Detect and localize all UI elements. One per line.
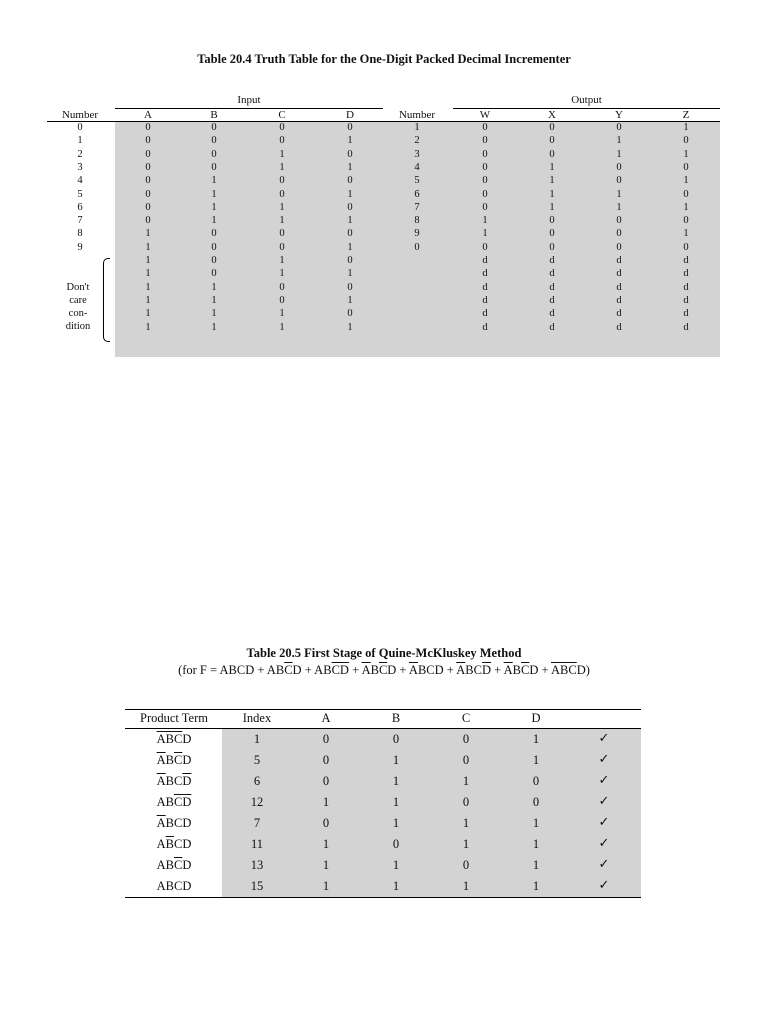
complemented-literal: $\overline{B}$ — [165, 837, 174, 851]
table1-col-header-w: W — [479, 109, 491, 121]
table1-cell-c: 0 — [279, 135, 285, 147]
table1-cell-b: 1 — [211, 201, 217, 213]
table1-cell-x: d — [549, 268, 555, 280]
table1-cell-a: 0 — [145, 135, 151, 147]
complemented-literal: $\overline{C}$ — [174, 753, 183, 767]
table1-cell-c: 0 — [279, 241, 285, 253]
table1-cell-y: d — [616, 281, 622, 293]
table1-cell-y: 0 — [616, 161, 622, 173]
literal: ABCD — [156, 879, 192, 893]
table2-cell-product-term — [129, 815, 219, 831]
table1-cell-z: 0 — [683, 135, 689, 147]
table2-cell-c: 0 — [462, 795, 470, 809]
table1-cell-d: 0 — [347, 148, 353, 160]
table2-cell-a: 1 — [322, 879, 330, 893]
table1-cell-c: 1 — [279, 161, 285, 173]
table1-cell-w: 0 — [482, 135, 488, 147]
table2-header-rule — [125, 728, 641, 729]
table1-cell-number-out: 3 — [414, 148, 420, 160]
table2-cell-c: 1 — [462, 837, 470, 851]
table1-cell-y: d — [616, 308, 622, 320]
table1-cell-a: 1 — [145, 281, 151, 293]
complemented-literal: $\overline{C}$ — [568, 663, 577, 677]
table2-cell-check: ✓ — [598, 878, 610, 893]
table1-cell-y: 0 — [616, 228, 622, 240]
table1-col-header-c: C — [278, 109, 286, 121]
table1-cell-b: 1 — [211, 281, 217, 293]
table1-cell-number-in: 2 — [77, 148, 83, 160]
table1-cell-a: 0 — [145, 215, 151, 227]
table1-dont-care-label-1: Don't — [66, 282, 90, 293]
table1-cell-c: 1 — [279, 201, 285, 213]
table1-cell-z: 1 — [683, 201, 689, 213]
table2-cell-a: 0 — [322, 774, 330, 788]
table2-cell-b: 0 — [392, 732, 400, 746]
literal: B — [370, 663, 379, 677]
table2-cell-b: 1 — [392, 816, 400, 830]
table2-cell-a: 0 — [322, 816, 330, 830]
table1-cell-d: 0 — [347, 228, 353, 240]
table1-cell-z: d — [683, 255, 689, 266]
table1-cell-d: 0 — [347, 201, 353, 213]
table1-cell-number-out: 2 — [414, 135, 420, 147]
complemented-literal: $\overline{A}$ — [156, 816, 166, 830]
table1-cell-d: 1 — [347, 294, 353, 306]
table1-cell-d: 1 — [347, 188, 353, 200]
table1-cell-number-out: 7 — [414, 201, 420, 213]
literal: D) — [576, 663, 590, 677]
table2-cell-d: 1 — [532, 753, 540, 767]
table1-cell-d: 0 — [347, 308, 353, 320]
table2-cell-product-term — [129, 794, 219, 810]
table1-cell-number-out: 5 — [414, 175, 420, 187]
table1-cell-d: 0 — [347, 122, 353, 133]
table1-cell-d: 1 — [347, 215, 353, 227]
literal: (for F = ABCD + AB — [178, 663, 285, 677]
table1-cell-w: d — [482, 321, 488, 333]
table2-cell-check: ✓ — [598, 773, 610, 788]
table2-cell-b: 1 — [392, 879, 400, 893]
table1-cell-w: d — [482, 268, 488, 280]
table1-cell-y: d — [616, 255, 622, 266]
table2-cell-check: ✓ — [598, 836, 610, 851]
table1-cell-c: 0 — [279, 294, 285, 306]
table1-cell-y: 1 — [616, 201, 622, 213]
literal: D — [182, 858, 192, 872]
table1-cell-b: 0 — [211, 241, 217, 253]
table1-cell-a: 1 — [145, 294, 151, 306]
literal: BCD — [165, 816, 192, 830]
table2-cell-product-term — [129, 773, 219, 789]
table1-cell-number-out: 9 — [414, 228, 420, 240]
table2-cell-a: 1 — [322, 795, 330, 809]
table1-cell-number-in: 0 — [77, 122, 83, 133]
table2-cell-c: 1 — [462, 816, 470, 830]
table1-cell-number-in: 6 — [77, 201, 83, 213]
table1-cell-x: 0 — [549, 122, 555, 133]
literal: BCD + — [417, 663, 457, 677]
table2-cell-d: 1 — [532, 858, 540, 872]
table2-caption: Table 20.5 First Stage of Quine-McKluskey Method — [246, 646, 522, 660]
literal: B — [512, 663, 522, 677]
table2-cell-check: ✓ — [598, 752, 610, 767]
table1-cell-y: 1 — [616, 188, 622, 200]
table1-cell-number-in: 9 — [77, 241, 83, 253]
table1-cell-b: 1 — [211, 215, 217, 227]
table1-cell-w: 0 — [482, 241, 488, 253]
table2-cell-index: 1 — [253, 732, 261, 746]
table1-cell-c: 1 — [279, 255, 285, 266]
table1-cell-b: 0 — [211, 122, 217, 133]
complemented-literal: $\overline{A}$ — [361, 663, 371, 677]
table2-cell-check: ✓ — [598, 857, 610, 872]
table1-cell-x: 0 — [549, 215, 555, 227]
table1-cell-a: 0 — [145, 148, 151, 160]
table1-cell-c: 1 — [279, 321, 285, 333]
table1-cell-z: d — [683, 321, 689, 333]
table2-cell-index: 7 — [253, 816, 261, 830]
table2-cell-check: ✓ — [598, 815, 610, 830]
literal: D + — [529, 663, 551, 677]
table1-col-header-d: D — [346, 109, 354, 121]
table1-cell-d: 0 — [347, 281, 353, 293]
table1-cell-number-in: 5 — [77, 188, 83, 200]
table1-cell-z: 1 — [683, 148, 689, 160]
table1-dont-care-label-3: con- — [68, 308, 88, 319]
table1-cell-c: 0 — [279, 228, 285, 240]
table1-cell-number-in: 1 — [77, 135, 83, 147]
table2-cell-a: 0 — [322, 732, 330, 746]
table1-cell-a: 1 — [145, 255, 151, 266]
table1-cell-x: d — [549, 255, 555, 266]
table1-cell-a: 1 — [145, 268, 151, 280]
table2-cell-d: 1 — [532, 816, 540, 830]
table2-cell-d: 1 — [532, 837, 540, 851]
table1-cell-c: 0 — [279, 175, 285, 187]
table1-cell-x: 0 — [549, 148, 555, 160]
table1-cell-a: 1 — [145, 308, 151, 320]
table1-cell-x: 0 — [549, 241, 555, 253]
literal: BC — [465, 663, 482, 677]
table2-cell-c: 1 — [462, 879, 470, 893]
table1-cell-w: 1 — [482, 215, 488, 227]
complemented-literal: $\overline{C}$ — [174, 732, 183, 746]
table1-col-header-number-in: Number — [61, 109, 99, 121]
table2-cell-a: 1 — [322, 858, 330, 872]
table1-cell-w: d — [482, 255, 488, 266]
complemented-literal: $\overline{A}$ — [456, 663, 466, 677]
table1-cell-a: 1 — [145, 241, 151, 253]
table1-cell-y: d — [616, 268, 622, 280]
table2-col-header-c: C — [461, 711, 471, 725]
complemented-literal: $\overline{C}$ — [284, 663, 293, 677]
table1-cell-x: 0 — [549, 135, 555, 147]
table1-cell-a: 0 — [145, 201, 151, 213]
table2-cell-index: 13 — [250, 858, 264, 872]
table2-cell-product-term — [129, 857, 219, 873]
table1-cell-a: 0 — [145, 175, 151, 187]
table1-cell-y: 0 — [616, 122, 622, 133]
literal: D — [182, 753, 192, 767]
table1-cell-d: 0 — [347, 255, 353, 266]
table1-cell-number-in: 3 — [77, 161, 83, 173]
table2-cell-a: 0 — [322, 753, 330, 767]
table1-cell-b: 0 — [211, 135, 217, 147]
table1-cell-w: 0 — [482, 148, 488, 160]
table2-cell-d: 1 — [532, 732, 540, 746]
table1-cell-b: 1 — [211, 188, 217, 200]
table1-cell-d: 1 — [347, 135, 353, 147]
table1-cell-z: 1 — [683, 122, 689, 133]
literal: + — [491, 663, 504, 677]
table2-cell-index: 15 — [250, 879, 264, 893]
table1-cell-x: 1 — [549, 175, 555, 187]
table2-cell-d: 0 — [532, 795, 540, 809]
literal: B — [165, 753, 174, 767]
table2-cell-product-term — [129, 731, 219, 747]
table1-col-header-number-out: Number — [398, 109, 436, 121]
table2-cell-b: 1 — [392, 774, 400, 788]
complemented-literal: $\overline{AB}$ — [156, 732, 174, 746]
table1-cell-x: 1 — [549, 201, 555, 213]
table1-cell-c: 1 — [279, 308, 285, 320]
table2-cell-product-term — [129, 878, 219, 894]
table1-cell-c: 0 — [279, 188, 285, 200]
table1-cell-d: 1 — [347, 268, 353, 280]
table1-cell-d: 1 — [347, 241, 353, 253]
table1-cell-b: 0 — [211, 228, 217, 240]
table1-cell-z: d — [683, 294, 689, 306]
complemented-literal: $\overline{A}$ — [156, 774, 166, 788]
literal: AB — [156, 858, 174, 872]
table2-subcaption — [0, 663, 768, 678]
table1-col-header-z: Z — [682, 109, 690, 121]
table1-cell-w: 0 — [482, 161, 488, 173]
table1-cell-x: d — [549, 281, 555, 293]
complemented-literal: $\overline{A}$ — [503, 663, 513, 677]
table1-cell-w: d — [482, 308, 488, 320]
table1-cell-x: 1 — [549, 188, 555, 200]
table1-cell-z: 1 — [683, 175, 689, 187]
table1-cell-c: 1 — [279, 148, 285, 160]
table1-cell-z: 0 — [683, 188, 689, 200]
table1-cell-y: d — [616, 294, 622, 306]
table1-cell-b: 1 — [211, 321, 217, 333]
table1-output-group-header: Output — [571, 94, 602, 106]
table1-cell-y: 0 — [616, 175, 622, 187]
table2-cell-product-term — [129, 752, 219, 768]
table1-cell-w: 0 — [482, 201, 488, 213]
table2-cell-index: 12 — [250, 795, 264, 809]
table1-cell-number-out: 8 — [414, 215, 420, 227]
table1-cell-w: 1 — [482, 228, 488, 240]
table1-cell-a: 1 — [145, 228, 151, 240]
table1-cell-number-in: 8 — [77, 228, 83, 240]
complemented-literal: $\overline{CD}$ — [331, 663, 349, 677]
table1-cell-b: 0 — [211, 255, 217, 266]
literal: D + — [387, 663, 409, 677]
table1-cell-c: 1 — [279, 268, 285, 280]
table2-bottom-rule — [125, 897, 641, 898]
table1-cell-c: 1 — [279, 215, 285, 227]
literal: AB — [156, 795, 174, 809]
table1-cell-a: 0 — [145, 161, 151, 173]
complemented-literal: $\overline{C}$ — [521, 663, 530, 677]
table2-cell-b: 1 — [392, 858, 400, 872]
table1-cell-number-in: 4 — [77, 175, 83, 187]
table1-cell-x: 1 — [549, 161, 555, 173]
table1-cell-z: d — [683, 308, 689, 320]
table1-cell-z: d — [683, 281, 689, 293]
table2-cell-b: 1 — [392, 753, 400, 767]
table1-cell-y: 0 — [616, 241, 622, 253]
table1-cell-number-out: 1 — [414, 122, 420, 133]
table1-col-header-a: A — [144, 109, 152, 121]
table2-cell-index: 5 — [253, 753, 261, 767]
table1-input-group-header: Input — [237, 94, 261, 106]
table1-cell-d: 1 — [347, 161, 353, 173]
table2-cell-c: 0 — [462, 858, 470, 872]
table1-cell-d: 1 — [347, 321, 353, 333]
table2-col-header-d: D — [531, 711, 541, 725]
table2-col-header-product-term: Product Term — [140, 711, 208, 725]
table1-caption: Table 20.4 Truth Table for the One-Digit Packed Decimal Incrementer — [197, 52, 571, 66]
table2-cell-check: ✓ — [598, 731, 610, 746]
table1-cell-b: 0 — [211, 148, 217, 160]
table2-cell-index: 11 — [250, 837, 264, 851]
table1-cell-x: d — [549, 294, 555, 306]
table1-cell-b: 1 — [211, 308, 217, 320]
table1-dont-care-label-2: care — [69, 295, 87, 306]
table1-cell-z: 0 — [683, 161, 689, 173]
table1-cell-z: 0 — [683, 241, 689, 253]
table2-cell-index: 6 — [253, 774, 261, 788]
table1-cell-b: 0 — [211, 268, 217, 280]
table1-cell-a: 0 — [145, 122, 151, 133]
table1-cell-x: 0 — [549, 228, 555, 240]
table1-cell-a: 1 — [145, 321, 151, 333]
table1-cell-w: 0 — [482, 188, 488, 200]
literal: D + AB — [292, 663, 332, 677]
table1-cell-number-out: 0 — [414, 241, 420, 253]
table1-cell-w: d — [482, 281, 488, 293]
table2-cell-b: 0 — [392, 837, 400, 851]
literal: CD — [174, 837, 192, 851]
complemented-literal: $\overline{D}$ — [182, 774, 192, 788]
table2-col-header-index: Index — [242, 711, 272, 725]
complemented-literal: $\overline{AB}$ — [551, 663, 569, 677]
table1-cell-w: 0 — [482, 175, 488, 187]
table2-cell-c: 0 — [462, 732, 470, 746]
table1-cell-z: 1 — [683, 228, 689, 240]
literal: A — [156, 837, 166, 851]
table2-cell-d: 1 — [532, 879, 540, 893]
table1-cell-x: d — [549, 321, 555, 333]
table2-col-header-a: A — [321, 711, 331, 725]
table1-cell-d: 0 — [347, 175, 353, 187]
table1-cell-y: 0 — [616, 215, 622, 227]
table2-col-header-b: B — [391, 711, 401, 725]
complemented-literal: $\overline{C}$ — [378, 663, 388, 677]
table2-cell-c: 1 — [462, 774, 470, 788]
table1-cell-y: 1 — [616, 148, 622, 160]
complemented-literal: $\overline{A}$ — [156, 753, 166, 767]
table2-cell-b: 1 — [392, 795, 400, 809]
table1-col-header-b: B — [210, 109, 218, 121]
complemented-literal: $\overline{D}$ — [481, 663, 492, 677]
table1-cell-y: 1 — [616, 135, 622, 147]
table1-cell-b: 1 — [211, 294, 217, 306]
literal: BC — [165, 774, 183, 788]
complemented-literal: $\overline{C}$ — [174, 858, 183, 872]
literal: D — [182, 732, 192, 746]
table1-cell-z: 0 — [683, 215, 689, 227]
table1-cell-number-out: 6 — [414, 188, 420, 200]
table1-cell-z: d — [683, 268, 689, 280]
table1-cell-b: 1 — [211, 175, 217, 187]
table1-cell-c: 0 — [279, 281, 285, 293]
table1-cell-x: d — [549, 308, 555, 320]
table2-cell-product-term — [129, 836, 219, 852]
table1-cell-c: 0 — [279, 122, 285, 133]
table1-col-header-y: Y — [615, 109, 623, 121]
table2-cell-a: 1 — [322, 837, 330, 851]
table1-cell-a: 0 — [145, 188, 151, 200]
table1-cell-w: 0 — [482, 122, 488, 133]
table1-dont-care-label-4: dition — [65, 321, 91, 332]
table1-col-header-x: X — [548, 109, 556, 121]
literal: + — [348, 663, 362, 677]
table1-cell-y: d — [616, 321, 622, 333]
table1-cell-w: d — [482, 294, 488, 306]
table2-cell-d: 0 — [532, 774, 540, 788]
table2-cell-check: ✓ — [598, 794, 610, 809]
table1-cell-number-in: 7 — [77, 215, 83, 227]
table1-cell-number-out: 4 — [414, 161, 420, 173]
table2-cell-c: 0 — [462, 753, 470, 767]
complemented-literal: $\overline{CD}$ — [174, 795, 192, 809]
table1-cell-b: 0 — [211, 161, 217, 173]
complemented-literal: $\overline{A}$ — [408, 663, 418, 677]
